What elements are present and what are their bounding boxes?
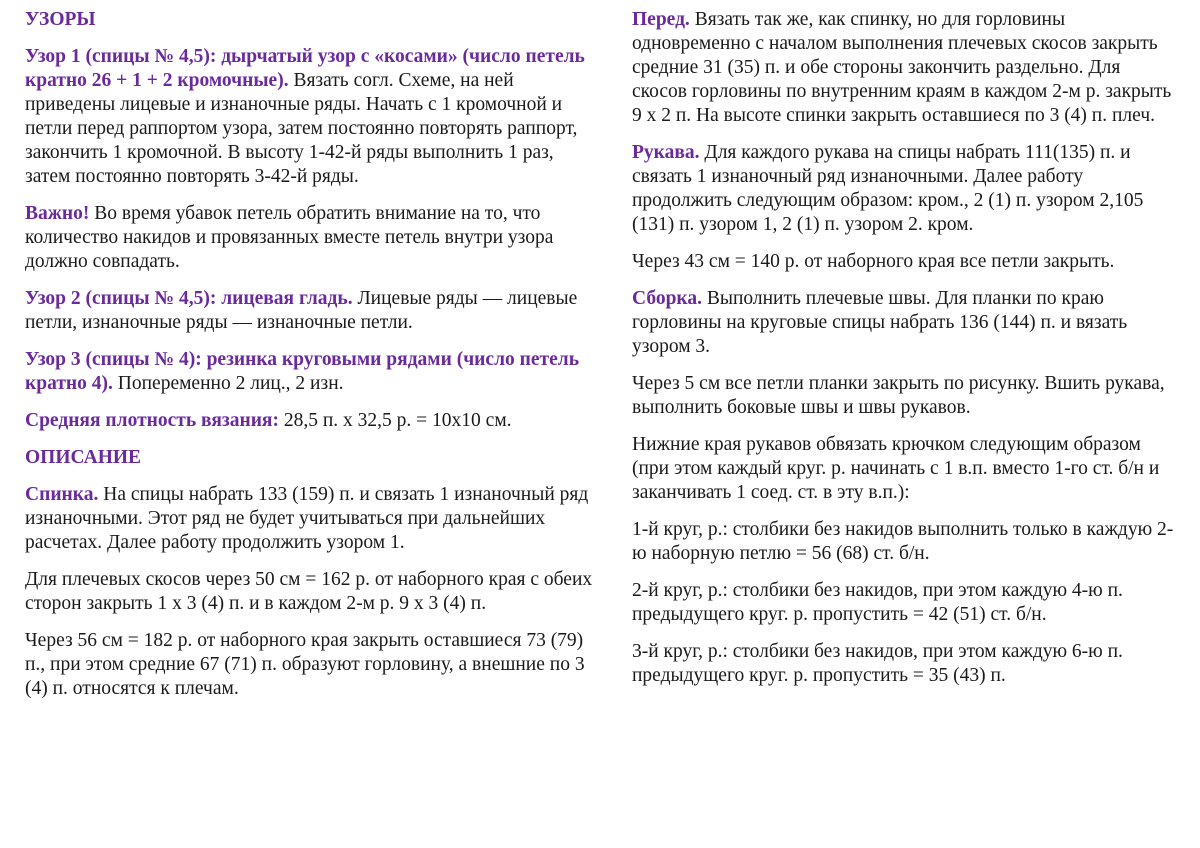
section-heading-patterns: УЗОРЫ xyxy=(25,9,96,30)
pattern-1-title: Узор 1 (спицы № 4,5): дырчатый узор с «косами» (число петель кратно 26 + 1 + 2 кромочные). xyxy=(25,46,585,91)
band-bind-off-paragraph: Через 5 см все петли планки закрыть по рисунку. Вшить рукава, выполнить боковые швы и швы рукавов. xyxy=(632,373,1165,418)
assembly-paragraph xyxy=(632,287,1177,359)
front-paragraph xyxy=(632,8,1177,128)
round-1-paragraph: 1-й круг, р.: столбики без накидов выполнить только в каждую 2-ю наборную петлю = 56 (68) ст. б/н. xyxy=(632,519,1174,564)
important-note-title: Важно! xyxy=(25,203,90,224)
pattern-3-text: Попеременно 2 лиц., 2 изн. xyxy=(112,373,344,394)
sleeves-title: Рукава. xyxy=(632,142,700,163)
round-3-paragraph: 3-й круг, р.: столбики без накидов, при этом каждую 6-ю п. предыдущего круг. р. пропустить = 35 (43) п. xyxy=(632,641,1123,686)
pattern-2-text: Лицевые ряды — лицевые петли, изнаночные ряды — изнаночные петли. xyxy=(25,288,578,333)
front-text: Вязать так же, как спинку, но для горловины одновременно с началом выполнения плечевых скосов закрыть средние 31 (35) п. и обе стороны закончить раздельно. Для скосов горловины по внутренним краям в каждом 2-м р. закрыть 9 х 2 п. На высоте спинки закрыть оставшиеся по 3 (4) п. плеч. xyxy=(632,9,1172,126)
neckline-paragraph: Через 56 см = 182 р. от наборного края закрыть оставшиеся 73 (79) п., при этом средние 67 (71) п. образуют горловину, а внешние по 3 (4) п. относятся к плечам. xyxy=(25,630,585,699)
right-column xyxy=(632,8,1177,701)
gauge-title: Средняя плотность вязания: xyxy=(25,410,279,431)
crochet-edging-paragraph: Нижние края рукавов обвязать крючком следующим образом (при этом каждый круг. р. начинать с 1 в.п. вместо 1-го ст. б/н и заканчивать 1 соед. ст. в эту в.п.): xyxy=(632,434,1160,503)
assembly-text: Выполнить плечевые швы. Для планки по краю горловины на круговые спицы набрать 136 (144) п. и вязать узором 3. xyxy=(632,288,1128,357)
front-title: Перед. xyxy=(632,9,690,30)
sleeves-bind-off-paragraph: Через 43 см = 140 р. от наборного края все петли закрыть. xyxy=(632,251,1115,272)
round-2-paragraph: 2-й круг, р.: столбики без накидов, при этом каждую 4-ю п. предыдущего круг. р. пропустить = 42 (51) ст. б/н. xyxy=(632,580,1123,625)
back-paragraph xyxy=(25,483,595,555)
assembly-title: Сборка. xyxy=(632,288,702,309)
sleeves-paragraph xyxy=(632,141,1177,237)
pattern-1-paragraph xyxy=(25,45,595,189)
gauge-paragraph xyxy=(25,409,595,433)
shoulder-bevels-paragraph: Для плечевых скосов через 50 см = 162 р. от наборного края с обеих сторон закрыть 1 х 3 (4) п. и в каждом 2-м р. 9 х 3 (4) п. xyxy=(25,569,593,614)
gauge-text: 28,5 п. х 32,5 р. = 10х10 см. xyxy=(278,410,512,431)
back-title: Спинка. xyxy=(25,484,99,505)
pattern-1-text: Вязать согл. Схеме, на ней приведены лицевые и изнаночные ряды. Начать с 1 кромочной и петли перед раппортом узора, затем постоянно повторять раппорт, закончить 1 кромочной. В высоту 1-42-й ряды выполнить 1 раз, затем постоянно повторять 3-42-й ряды. xyxy=(25,70,578,187)
important-note-paragraph xyxy=(25,202,595,274)
pattern-3-paragraph xyxy=(25,348,595,396)
back-text: На спицы набрать 133 (159) п. и связать 1 изнаночный ряд изнаночными. Этот ряд не будет учитываться при дальнейших расчетах. Далее работу продолжить узором 1. xyxy=(25,484,589,553)
important-note-text: Во время убавок петель обратить внимание на то, что количество накидов и провязанных вместе петель внутри узора должно совпадать. xyxy=(25,203,554,272)
left-column xyxy=(25,8,595,714)
sleeves-text: Для каждого рукава на спицы набрать 111(135) п. и связать 1 изнаночный ряд изнаночными. Далее работу продолжить следующим образом: кром., 2 (1) п. узором 2,105 (131) п. узором 1, 2 (1) п. узором 2. кром. xyxy=(632,142,1144,235)
pattern-2-title: Узор 2 (спицы № 4,5): лицевая гладь. xyxy=(25,288,353,309)
pattern-3-title: Узор 3 (спицы № 4): резинка круговыми рядами (число петель кратно 4). xyxy=(25,349,580,394)
pattern-2-paragraph xyxy=(25,287,595,335)
section-heading-description: ОПИСАНИЕ xyxy=(25,447,142,468)
